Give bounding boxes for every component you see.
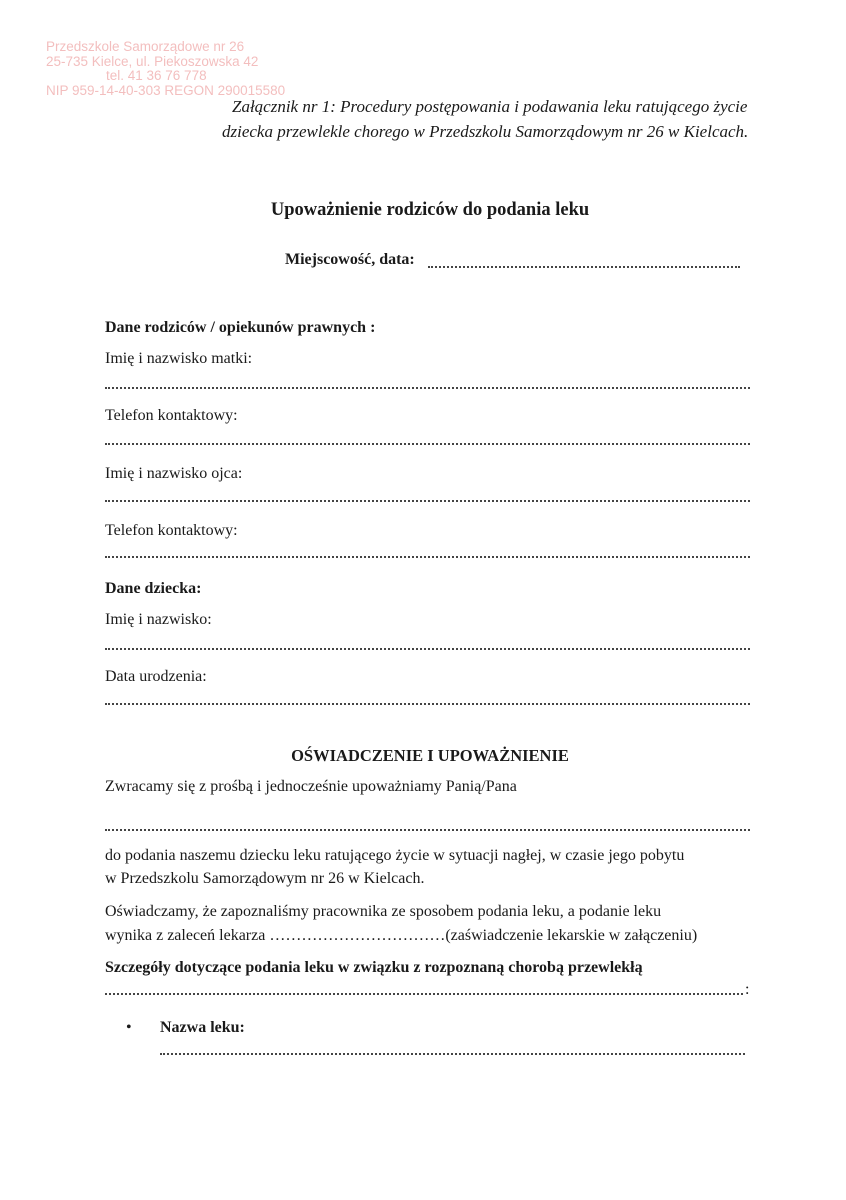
- medicine-name-label: Nazwa leku:: [160, 1019, 245, 1036]
- child-birthdate-label: Data urodzenia:: [105, 668, 207, 685]
- statement-heading: OŚWIADCZENIE I UPOWAŻNIENIE: [291, 746, 569, 765]
- details-heading: Szczegóły dotyczące podania leku w związku z rozpoznaną chorobą przewlekłą: [105, 959, 643, 976]
- authorized-person-field[interactable]: [105, 829, 750, 831]
- bullet-icon: •: [126, 1019, 132, 1036]
- stamp-line: Przedszkole Samorządowe nr 26: [46, 39, 245, 54]
- child-birthdate-field[interactable]: [105, 703, 750, 705]
- statement-intro: Zwracamy się z prośbą i jednocześnie upoważniamy Panią/Pana: [105, 778, 517, 795]
- mother-phone-field[interactable]: [105, 443, 750, 445]
- statement-para2-line1: Oświadczamy, że zapoznaliśmy pracownika ze sposobem podania leku, a podanie leku: [105, 903, 662, 920]
- statement-para1-line2: w Przedszkolu Samorządowym nr 26 w Kielcach.: [105, 870, 425, 887]
- details-field[interactable]: [105, 993, 743, 995]
- child-name-label: Imię i nazwisko:: [105, 611, 212, 628]
- medicine-name-field[interactable]: [160, 1053, 745, 1055]
- header-line-1: Załącznik nr 1: Procedury postępowania i podawania leku ratującego życie: [232, 97, 748, 116]
- details-colon: :: [745, 981, 750, 998]
- place-date-field[interactable]: [428, 266, 740, 268]
- parents-heading: Dane rodziców / opiekunów prawnych :: [105, 319, 376, 336]
- mother-name-label: Imię i nazwisko matki:: [105, 350, 253, 367]
- child-heading: Dane dziecka:: [105, 580, 202, 597]
- father-phone-field[interactable]: [105, 556, 750, 558]
- mother-phone-label: Telefon kontaktowy:: [105, 407, 238, 424]
- stamp-line: tel. 41 36 76 778: [106, 68, 207, 83]
- place-date-label: Miejscowość, data:: [285, 251, 415, 268]
- father-phone-label: Telefon kontaktowy:: [105, 522, 238, 539]
- statement-para2-line2: wynika z zaleceń lekarza ……………………………(zaświadczenie lekarskie w załączeniu): [105, 927, 698, 944]
- page-title: Upoważnienie rodziców do podania leku: [270, 200, 590, 220]
- father-name-field[interactable]: [105, 500, 750, 502]
- stamp-line: 25-735 Kielce, ul. Piekoszowska 42: [46, 53, 259, 69]
- institution-stamp: [46, 40, 285, 98]
- mother-name-field[interactable]: [105, 387, 750, 389]
- header-line-2: dziecka przewlekle chorego w Przedszkolu Samorządowym nr 26 w Kielcach.: [222, 122, 749, 141]
- father-name-label: Imię i nazwisko ojca:: [105, 465, 243, 482]
- child-name-field[interactable]: [105, 648, 750, 650]
- statement-para1-line1: do podania naszemu dziecku leku ratującego życie w sytuacji nagłej, w czasie jego pobytu: [105, 847, 685, 864]
- stamp-line: NIP 959-14-40-303 REGON 290015580: [46, 82, 286, 98]
